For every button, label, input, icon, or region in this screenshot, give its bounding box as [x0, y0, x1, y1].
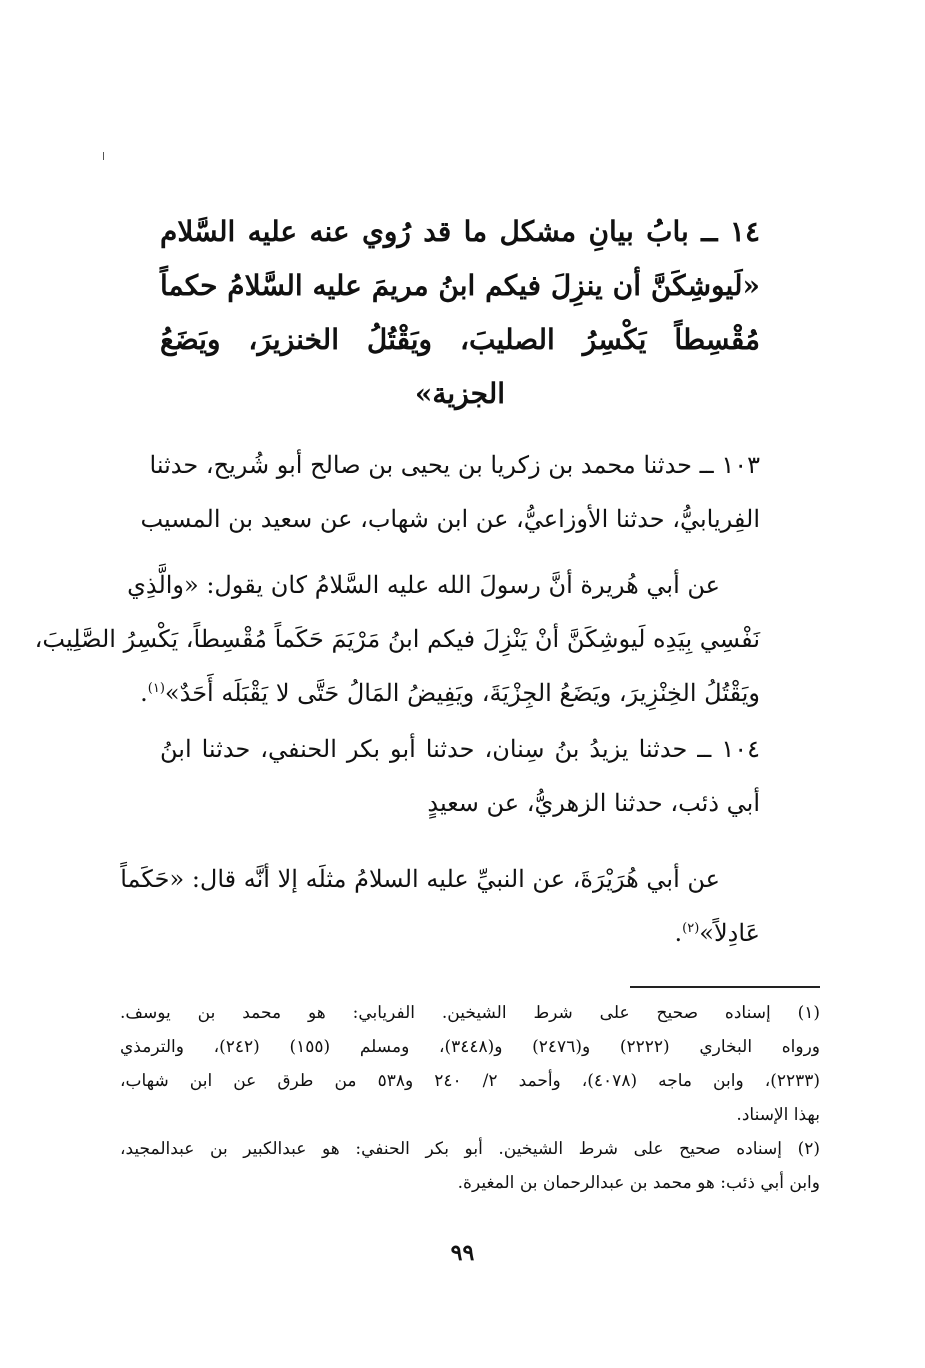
matn-text: ويَقْتُلُ الخِنْزِيرَ، ويَضَعُ الجِزْيَةَ، ويَفِيضُ المَالُ حَتَّى لا يَقْبَلَه أَحَدٌ»: [164, 679, 760, 707]
footnote-number: (٢): [797, 1139, 821, 1159]
text-line: [160, 906, 760, 960]
footnote-ref: (١): [147, 681, 165, 696]
heading-line: مُقْسِطاً يَكْسِرُ الصليبَ، ويَقْتُلُ الخنزيرَ، ويَضَعُ: [160, 323, 760, 356]
hadith-104-matn: [120, 852, 760, 960]
footnote-line: [120, 1132, 820, 1166]
footnote-line: [120, 996, 820, 1030]
hadith-103-matn: [34, 558, 760, 720]
footnote-ref: (٢): [682, 921, 700, 936]
text-line: [140, 666, 760, 720]
footnote-text: إسناده صحيح على شرط الشيخين. الفريابي: هو محمد بن يوسف.: [120, 1003, 771, 1023]
footnote-line: بهذا الإسناد.: [736, 1105, 820, 1125]
text-line: نَفْسِي بِيَدِه لَيوشِكَنَّ أنْ يَنْزِلَ فيكم ابنُ مَرْيَمَ حَكَماً مُقْسِطاً، يَكْسِرُ الصَّلِيبَ،: [34, 625, 760, 653]
text-line: أبي ذئب، حدثنا الزهريُّ، عن سعيدٍ: [427, 789, 760, 817]
hadith-104-isnad: [160, 722, 760, 830]
matn-text: عَادِلاً»: [699, 919, 760, 947]
text-line: عن أبي هُريرة أنَّ رسولَ الله عليه السَّلامُ كان يقول: «والَّذِي: [127, 571, 720, 599]
chapter-heading: [160, 205, 760, 421]
page-number: ٩٩: [450, 1240, 475, 1266]
end-mark: .: [674, 919, 683, 947]
end-mark: .: [140, 679, 148, 707]
text-line: ١٠٤ ــ حدثنا يزيدُ بنُ سِنان، حدثنا أبو بكر الحنفي، حدثنا ابنُ: [160, 735, 760, 763]
heading-line: «لَيوشِكَنَّ أن ينزِلَ فيكم ابنُ مريمَ عليه السَّلامُ حكماً: [160, 269, 760, 302]
footnotes: [120, 996, 820, 1200]
hadith-103-isnad: [140, 438, 760, 546]
footnote-line: ورواه البخاري (٢٢٢٢) و(٢٤٧٦) و(٣٤٤٨)، ومسلم (١٥٥) (٢٤٢)، والترمذي: [120, 1037, 820, 1057]
heading-line: الجزية»: [414, 377, 506, 410]
footnote-number: (١): [797, 1003, 821, 1023]
footnote-line: وابن أبي ذئب: هو محمد بن عبدالرحمان بن المغيرة.: [457, 1173, 820, 1193]
text-line: ١٠٣ ــ حدثنا محمد بن زكريا بن يحيى بن صالح أبو شُريح، حدثنا: [149, 451, 760, 479]
scan-mark: [103, 152, 104, 160]
text-line: الفِريابيُّ، حدثنا الأوزاعيُّ، عن ابن شهاب، عن سعيد بن المسيب: [140, 505, 760, 533]
heading-line: ١٤ ــ بابُ بيانِ مشكل ما قد رُوي عنه عليه السَّلام: [160, 215, 760, 248]
footnote-line: (٢٢٣٣)، وابن ماجه (٤٠٧٨)، وأحمد ٢/ ٢٤٠ و٥٣٨ من طرق عن ابن شهاب،: [120, 1071, 820, 1091]
footnote-divider: [630, 986, 820, 988]
footnote-text: إسناده صحيح على شرط الشيخين. أبو بكر الحنفي: هو عبدالكبير بن عبدالمجيد،: [120, 1139, 782, 1159]
text-line: عن أبي هُرَيْرَةَ، عن النبيِّ عليه السلامُ مثلَه إلا أنَّه قال: «حَكَماً: [120, 865, 720, 893]
